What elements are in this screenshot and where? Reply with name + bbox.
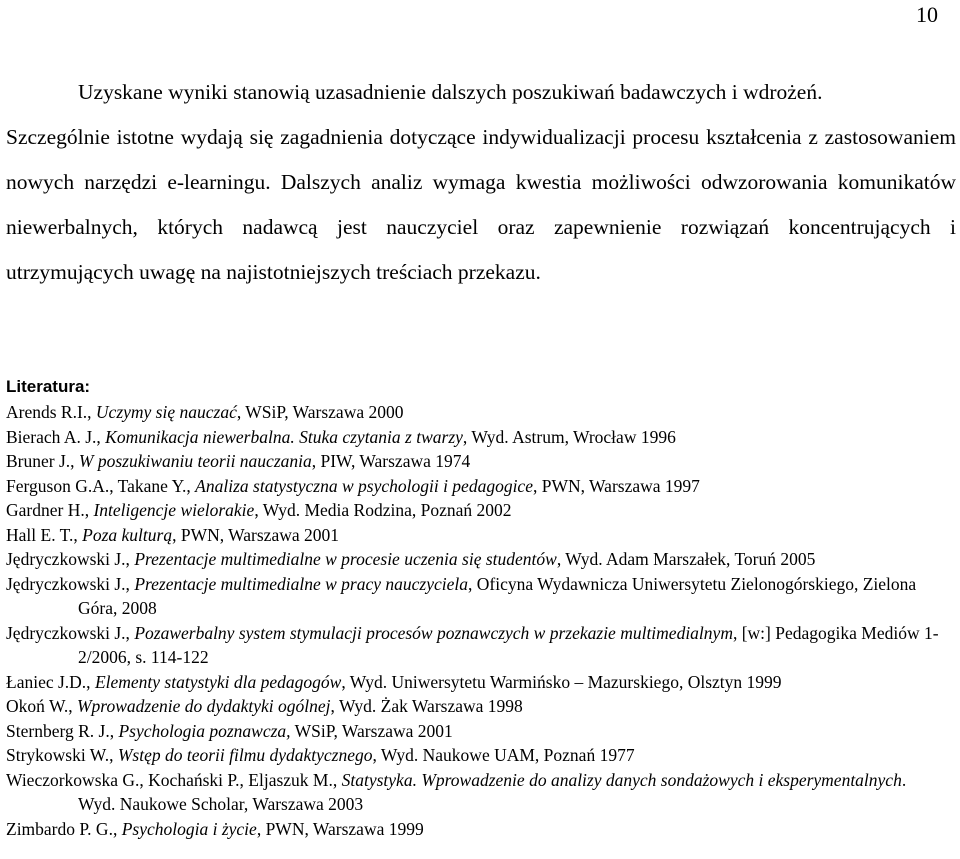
reference-title: Wstęp do teorii filmu dydaktycznego: [117, 745, 373, 765]
reference-title: Analiza statystyczna w psychologii i pedagogice: [195, 475, 533, 496]
reference-item: [6, 694, 946, 719]
reference-author: Bruner J.,: [6, 451, 79, 471]
reference-title: Elementy statystyki dla pedagogów: [94, 671, 342, 692]
intro-paragraph: Uzyskane wyniki stanowią uzasadnienie dalszych poszukiwań badawczych i wdrożeń.: [78, 80, 823, 104]
reference-author: Strykowski W.,: [6, 745, 118, 765]
reference-publication: WSiP, Warszawa 2001: [290, 720, 453, 741]
reference-author: Arends R.I.,: [6, 402, 96, 422]
reference-author: Hall E. T.,: [6, 524, 83, 545]
reference-author: Jędryczkowski J.,: [6, 622, 135, 643]
reference-item: [6, 400, 946, 425]
reference-title: Psychologia i życie: [121, 818, 257, 839]
reference-title: Psychologia poznawcza,: [118, 720, 291, 741]
reference-publication: , Wyd. Uniwersytetu Warmińsko – Mazurskiego, Olsztyn 1999: [341, 671, 782, 692]
reference-title: Pozawerbalny system stymulacji procesów poznawczych w przekazie multimedialnym: [134, 622, 733, 643]
reference-author: Ferguson G.A., Takane Y.,: [6, 475, 196, 496]
reference-item: [6, 425, 946, 450]
reference-publication: , Wyd. Media Rodzina, Poznań 2002: [254, 500, 512, 520]
reference-publication: , [w:] Pedagogika Mediów 1-2/2006, s. 114-122: [78, 622, 939, 667]
reference-author: Łaniec J.D.,: [6, 671, 95, 692]
reference-title: W poszukiwaniu teorii nauczania: [78, 451, 312, 471]
reference-author: Bierach A. J.,: [6, 426, 106, 447]
reference-publication: , WSiP, Warszawa 2000: [236, 402, 404, 422]
reference-title: Prezentacje multimedialne w procesie uczenia się studentów: [134, 549, 557, 569]
reference-author: Jędryczkowski J.,: [6, 573, 135, 594]
reference-publication: , Oficyna Wydawnicza Uniwersytetu Zielonogórskiego, Zielona Góra, 2008: [78, 573, 917, 618]
reference-item: [6, 768, 946, 817]
reference-author: Jędryczkowski J.,: [6, 549, 135, 569]
page-number: 10: [916, 2, 938, 27]
reference-author: Okoń W.,: [6, 696, 77, 716]
reference-author: Wieczorkowska G., Kochański P., Eljaszuk M.,: [6, 769, 342, 790]
reference-publication: , PWN, Warszawa 1997: [532, 475, 700, 496]
reference-title: Inteligencje wielorakie: [93, 500, 255, 520]
intro-paragraph: Szczególnie istotne wydają się zagadnienia dotyczące indywidualizacji procesu kształcenia z zastosowaniem nowych narzędzi e-learningu. Dalszych analiz wymaga kwestia możliwości odwzorowania komunikatów niewerbalnych, których nadawcą jest nauczyciel oraz zapewnienie rozwiązań koncentrujących i utrzymujących uwagę na najistotniejszych treściach przekazu.: [6, 125, 956, 284]
reference-item: [6, 498, 946, 523]
reference-item: [6, 621, 946, 670]
reference-author: Gardner H.,: [6, 500, 94, 520]
reference-title: Poza kulturą: [82, 524, 173, 545]
reference-item: [6, 743, 946, 768]
reference-item: [6, 817, 946, 842]
reference-title: Statystyka. Wprowadzenie do analizy danych sondażowych i eksperymentalnych: [341, 769, 902, 790]
reference-publication: , Wyd. Naukowe UAM, Poznań 1977: [372, 745, 635, 765]
reference-item: [6, 719, 946, 744]
reference-item: [6, 572, 946, 621]
reference-author: Zimbardo P. G.,: [6, 818, 122, 839]
reference-author: Sternberg R. J.,: [6, 720, 119, 741]
reference-item: [6, 547, 946, 572]
reference-publication: , Wyd. Żak Warszawa 1998: [330, 696, 523, 716]
reference-item: [6, 670, 946, 695]
reference-title: Uczymy się nauczać: [95, 402, 237, 422]
reference-item: [6, 523, 946, 548]
reference-title: Prezentacje multimedialne w pracy nauczyciela: [134, 573, 469, 594]
references-heading: Literatura:: [6, 377, 91, 396]
reference-item: [6, 474, 946, 499]
reference-publication: , PWN, Warszawa 1999: [256, 818, 424, 839]
reference-title: Komunikacja niewerbalna. Stuka czytania z twarzy: [105, 426, 463, 447]
reference-publication: , Wyd. Astrum, Wrocław 1996: [462, 426, 676, 447]
reference-title: Wprowadzenie do dydaktyki ogólnej: [76, 696, 331, 716]
reference-publication: , Wyd. Adam Marszałek, Toruń 2005: [556, 549, 816, 569]
reference-publication: , PWN, Warszawa 2001: [172, 524, 340, 545]
reference-publication: , PIW, Warszawa 1974: [311, 451, 471, 471]
reference-item: [6, 449, 946, 474]
references-list: [6, 400, 946, 841]
intro-text: [6, 70, 956, 295]
reference-publication: . Wyd. Naukowe Scholar, Warszawa 2003: [78, 769, 907, 814]
